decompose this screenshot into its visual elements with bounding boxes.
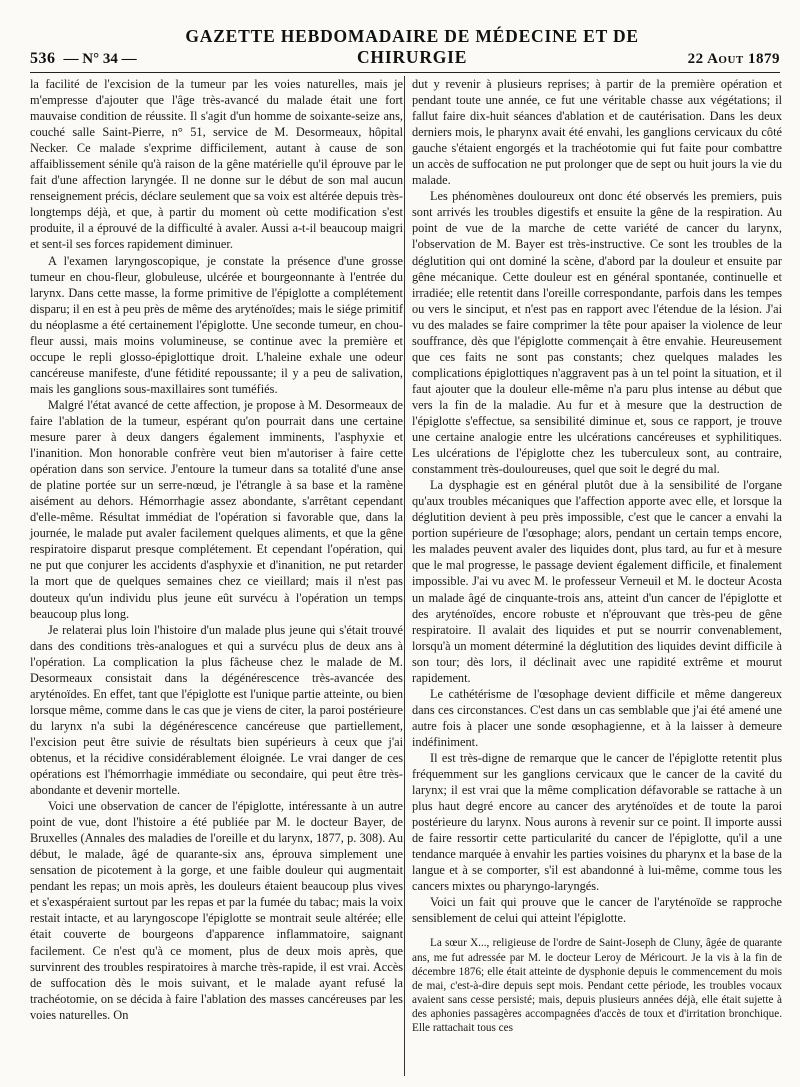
case-observation: La sœur X..., religieuse de l'ordre de Saint-Joseph de Cluny, âgée de quarante ans, me fut adressée par M. le docteur Leroy de Méricourt. Je la vis à la fin de décembre 1876; elle était atteinte de dysphonie depuis le commencement du mois de mai, c'est-à-dire depuis sept mois. Pendant cette période, les troubles vocaux avaient sans cesse persisté; mais, depuis plusieurs années déjà, elle était sujette à des aphonies passagères accompagnées d'accès de toux et d'irritation bronchique. Elle rattachait tous ces [412, 937, 782, 1035]
page-number: 536 [30, 50, 56, 67]
paragraph: dut y revenir à plusieurs reprises; à partir de la première opération et pendant toute une année, ce fut une véritable chasse aux végétations; il fallut faire dix-huit séances d'ablation et de cautérisation. Dans les deux derniers mois, le pharynx avait été envahi, les ganglions cervicaux du côté gauche s'étaient engorgés et la trachéotomie qui fut faite pour combattre un accès de suffocation ne put prolonger que de sept ou huit jours la vie du malade. [412, 77, 782, 188]
paragraph: A l'examen laryngoscopique, je constate la présence d'une grosse tumeur en chou-fleur, globuleuse, ulcérée et bourgeonnante à l'entrée du larynx. Dans cette masse, la forme primitive de l'épiglotte a complétement disparu; il en est à peu près de même des aryténoïdes; mais le siége primitif du néoplasme a été certainement l'épiglotte. Une seconde tumeur, en chou-fleur aussi, mais moins volumineuse, se continue avec la première et occupe le repli glosso-épiglottique droit. L'haleine exhale une odeur cancéreuse manifeste, d'une fétidité repoussante; il y a peu de salivation, mais les ganglions sous-maxillaires sont tuméfiés. [30, 253, 403, 396]
issue-number: — N° 34 — [63, 51, 137, 67]
running-header [30, 26, 780, 68]
paragraph: Voici un fait qui prouve que le cancer de l'aryténoïde se rapproche sensiblement de celui qui atteint l'épiglotte. [412, 895, 782, 926]
column-divider [404, 76, 405, 1076]
paragraph: Le cathétérisme de l'œsophage devient difficile et même dangereux dans ces circonstances. C'est dans un cas semblable que j'ai été amené une autre fois à placer une sonde œsophagienne, et à la laisser à demeure indéfiniment. [412, 686, 782, 749]
paragraph: Malgré l'état avancé de cette affection, je propose à M. Desormeaux de faire l'ablation de la tumeur, espérant qu'on pourrait dans une certaine mesure parer à deux dangers également imminents, l'asphyxie et l'inanition. Mon honorable confrère veut bien m'autoriser à faire cette opération dans son service. J'entoure la tumeur dans sa totalité d'une anse de platine portée sur un serre-nœud, je l'étrangle à sa base et la ramène aisément au dehors. Hémorrhagie assez abondante, s'arrêtant cependant d'elle-même. Résultat immédiat de l'opération si favorable que, dans la journée, le malade put avaler facilement quelques aliments, et que la gêne respiratoire disparut presque complétement. Et cependant l'opération, qui ne put que conjurer les accidents d'asphyxie et d'inanition, ne put retarder la mort que de quelques semaines chez ce vieillard; mais il n'est pas douteux qu'un individu plus jeune eût survécu à l'opération un temps beaucoup plus long. [30, 397, 403, 621]
issue-date: 22 Aout 1879 [687, 51, 780, 67]
paragraph: Il est très-digne de remarque que le cancer de l'épiglotte retentit plus fréquemment sur les ganglions cervicaux que le cancer de la cavité du larynx; il est vrai que la même complication défavorable se rattache à un plus haut degré encore au cancer des aryténoïdes et de toute la paroi postérieure du larynx. Nous aurons à revenir sur ce point. Il importe aussi de faire ressortir cette particularité du cancer de l'épiglotte, qu'il a une tendance marquée à envahir les parties voisines du pharynx et la base de la langue et à se comporter, s'il est abandonné à lui-même, comme tous les cancers mixtes ou pharyngo-laryngés. [412, 750, 782, 894]
header-rule [30, 72, 780, 73]
paragraph: Les phénomènes douloureux ont donc été observés les premiers, puis sont arrivés les troubles digestifs et ensuite la gêne de la respiration. Au point de vue de la marche de cette variété de cancer du larynx, l'observation de M. Bayer est très-instructive. Ce sont les troubles de la déglutition qui ont dominé la scène, d'abord par la douleur et ensuite par gêne mécanique. Cette douleur est en général spontanée, continuelle et irradiée; elle retentit dans l'oreille correspondante, parfois dans les tempes ou vers le sinciput, et n'est pas en rapport avec l'étendue de la lésion. J'ai vu des malades se faire comprimer la tête pour apaiser la violence de leur souffrance, dès que l'épiglotte commençait à être envahie. Heureusement que ces faits ne sont pas constants; chez quelques malades les complications épiglottiques n'aggravent pas à un tel point la situation, et il faut ajouter que la douleur elle-même n'a paru plus intense au début que vers la fin de la maladie. Au fur et à mesure que la destruction de l'épiglotte s'effectue, sa sensibilité diminue et, sous ce rapport, je trouve une certaine analogie entre les ulcérations cancéreuses et syphilitiques. Les ulcérations de l'épiglotte chez les tuberculeux sont, au contraire, constamment très-douloureuses, quel que soit le degré du mal. [412, 189, 782, 477]
right-column [412, 76, 782, 1035]
paragraph: La dysphagie est en général plutôt due à la sensibilité de l'organe qu'aux troubles mécaniques que l'affection apporte avec elle, et lorsque la déglutition devient à peu près impossible, c'est que le cancer a envahi la portion supérieure de l'œsophage; alors, pendant un certain temps encore, les malades peuvent avaler des liquides dont, plus tard, au fur et à mesure que le mal progresse, le passage devient également difficile, et finalement impossible. J'ai vu avec M. le professeur Verneuil et M. le docteur Acosta un malade âgé de cinquante-trois ans, atteint d'un cancer de l'épiglotte et des aryténoïdes, encore robuste et n'éprouvant que très-peu de gêne respiratoire. Il avalait des liquides et put se nourrir convenablement, lorsqu'à un moment déterminé la déglutition des liquides devint difficile à son tour; dès lors, il déclinait avec une rapidité extrême et mourut rapidement. [412, 478, 782, 685]
paragraph: Voici une observation de cancer de l'épiglotte, intéressante à un autre point de vue, dont l'histoire a été publiée par M. le docteur Bayer, de Bruxelles (Annales des maladies de l'oreille et du larynx, 1877, p. 308). Au début, le malade, âgé de quarante-six ans, éprouva simplement une sensation de picotement à la gorge, et une faible douleur qui augmentait pendant les repas; un mois après, les douleurs étaient beaucoup plus vives et s'exaspéraient surtout par les repas et par la fumée du tabac; mais la voix restait intacte, et au laryngoscope l'épiglotte se montrait seule altérée; elle était couverte de bourgeons d'apparence inflammatoire, saignant facilement. Ce n'est qu'à ce moment, plus de deux mois après, que survinrent des troubles respiratoires à marche très-rapide, il est vrai. Accès de suffocation dès le mois suivant, et le malade ayant refusé la trachéotomie, on se décida à faire l'ablation des masses cancéreuses par les voies naturelles. On [30, 799, 403, 1022]
journal-title: GAZETTE HEBDOMADAIRE DE MÉDECINE ET DE CHIRURGIE [185, 26, 639, 67]
left-column [30, 76, 403, 1023]
paragraph: la facilité de l'excision de la tumeur par les voies naturelles, mais je m'empresse d'ajouter que l'âge très-avancé du malade était une fort mauvaise condition de réussite. Il s'agit d'un homme de soixante-seize ans, couché salle Saint-Pierre, n° 51, service de M. Desormeaux, hôpital Necker. Ce malade s'exprime difficilement, autant à cause de son affaiblissement sénile qu'à raison de la gêne matérielle qu'il éprouve par le fait d'une affection laryngée. Il ne donne sur le début de son mal aucun renseignement précis, déclare seulement que sa voix est altérée depuis très-longtemps déjà, et que, à partir du moment où cette modification s'est produite, il a éprouvé de la difficulté à avaler. Aussi a-t-il beaucoup maigri et sent-il ses forces rapidement diminuer. [30, 77, 403, 252]
paragraph: Je relaterai plus loin l'histoire d'un malade plus jeune qui s'était trouvé dans des conditions très-analogues et qui a survécu plus de deux ans à l'opération. La complication la plus fâcheuse chez le malade de M. Desormeaux consistait dans la dégénérescence très-avancée des aryténoïdes. En effet, tant que l'épiglotte est l'unique partie atteinte, ou bien lorsque même, comme dans le cas que je viens de citer, la paroi postérieure du larynx n'a subi la dégénérescence cancéreuse que partiellement, l'excision peut être suivie de résultats bien supérieurs à ceux que j'ai obtenus, et la récidive considérablement éloignée. Le vrai danger de ces opérations est l'hémorrhagie immédiate ou secondaire, qui peut être très-abondante et devenir mortelle. [30, 622, 403, 798]
